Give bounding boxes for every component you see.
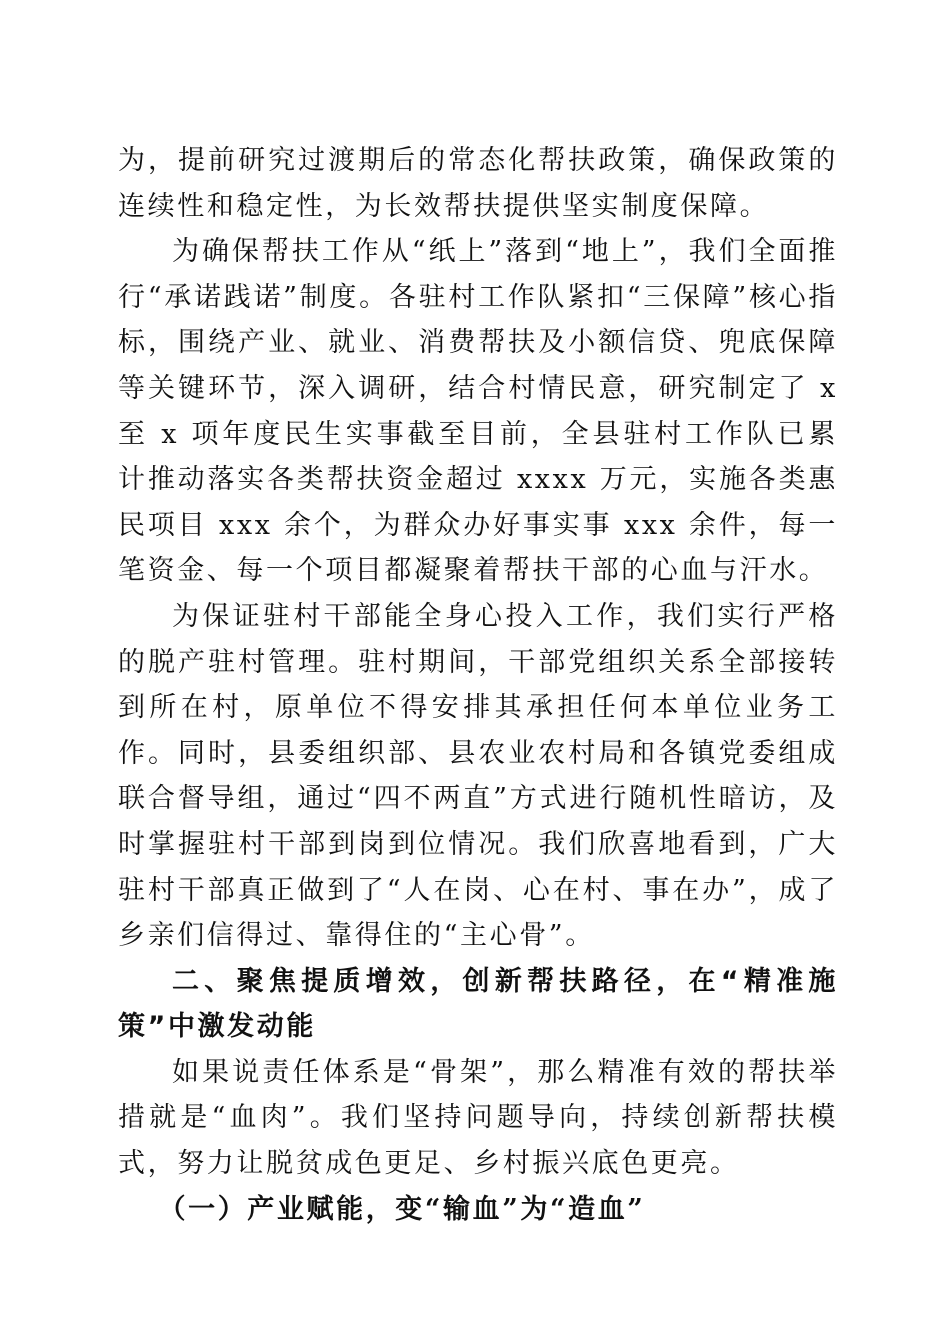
document-page <box>118 138 838 1232</box>
paragraph-policy-continuation: 为，提前研究过渡期后的常态化帮扶政策，确保政策的连续性和稳定性，为长效帮扶提供坚实制度保障。 <box>118 145 838 222</box>
section-heading: 二、聚焦提质增效，创新帮扶路径，在“精准施策”中激发动能 <box>118 965 838 1043</box>
paragraph-commitment-system: 为确保帮扶工作从“纸上”落到“地上”，我们全面推行“承诺践诺”制度。各驻村工作队紧扣“三保障”核心指标，围绕产业、就业、消费帮扶及小额信贷、兜底保障等关键环节，深入调研，结合村情民意，研究制定了 x 至 x 项年度民生实事截至目前，全县驻村工作队已累计推动落实各类帮扶资金超过 xxxx 万元，实施各类惠民项目 xxx 余个，为群众办好事实事 xxx 余件，每一笔资金、每一个项目都凝聚着帮扶干部的心血与汗水。 <box>118 236 838 587</box>
subsection-heading: （一）产业赋能，变“输血”为“造血” <box>158 1193 646 1225</box>
paragraph-section-intro: 如果说责任体系是“骨架”，那么精准有效的帮扶举措就是“血肉”。我们坚持问题导向，持续创新帮扶模式，努力让脱贫成色更足、乡村振兴底色更亮。 <box>118 1056 838 1180</box>
paragraph-resident-management: 为保证驻村干部能全身心投入工作，我们实行严格的脱产驻村管理。驻村期间，干部党组织关系全部接转到所在村，原单位不得安排其承担任何本单位业务工作。同时，县委组织部、县农业农村局和各镇党委组成联合督导组，通过“四不两直”方式进行随机性暗访，及时掌握驻村干部到岗到位情况。我们欣喜地看到，广大驻村干部真正做到了“人在岗、心在村、事在办”，成了乡亲们信得过、靠得住的“主心骨”。 <box>118 600 838 952</box>
